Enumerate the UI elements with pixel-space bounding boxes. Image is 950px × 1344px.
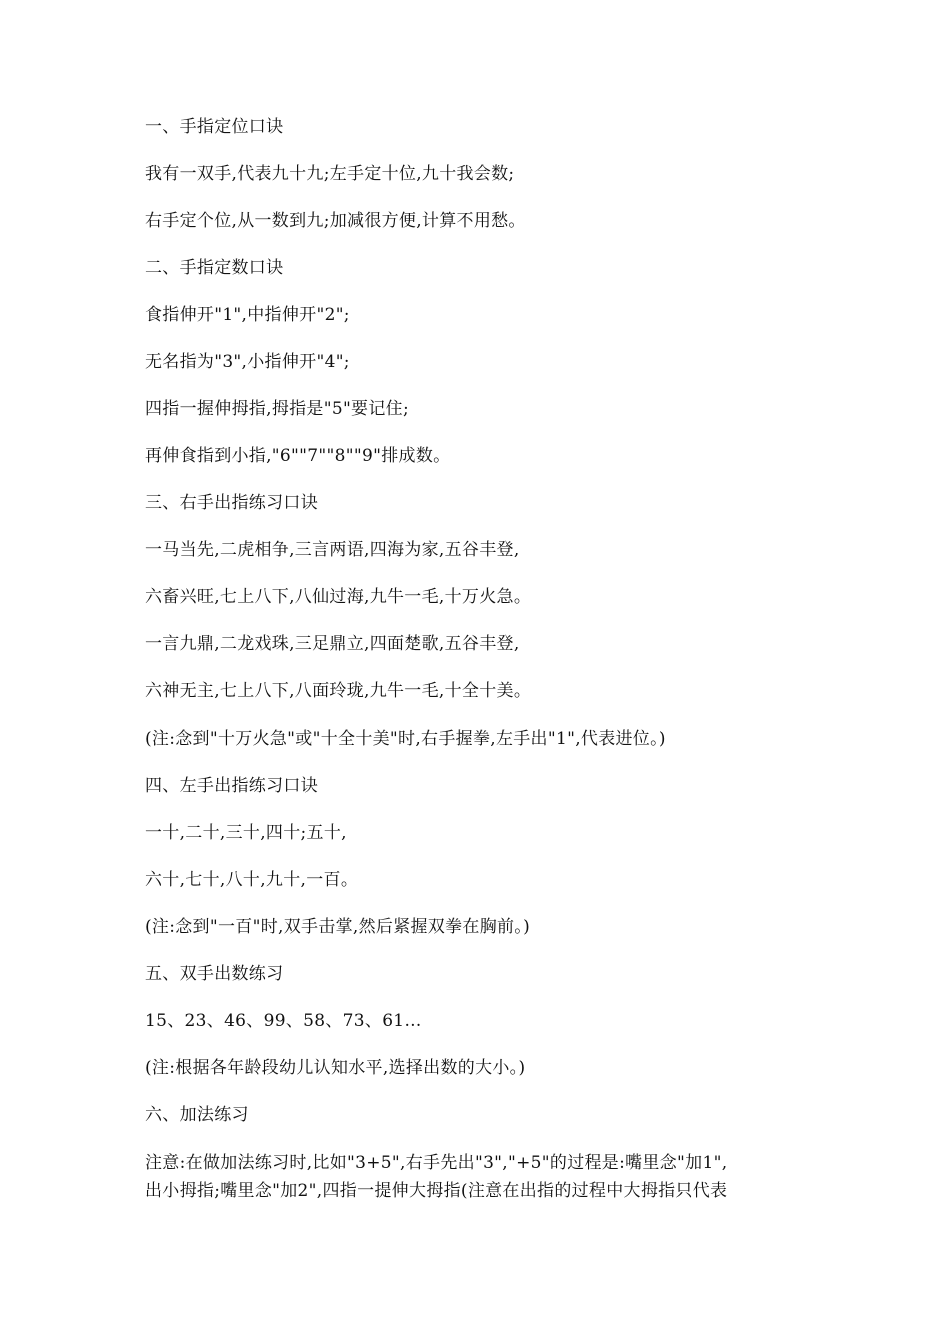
paragraph-line: 六神无主,七上八下,八面玲珑,九牛一毛,十全十美。 [145, 681, 532, 701]
note-line: (注:念到"一百"时,双手击掌,然后紧握双拳在胸前。) [145, 917, 531, 937]
heading-finger-number-rhyme: 二、手指定数口诀 [145, 258, 284, 278]
paragraph-line: 四指一握伸拇指,拇指是"5"要记住; [145, 399, 409, 419]
paragraph-line: 出小拇指;嘴里念"加2",四指一提伸大拇指(注意在出指的过程中大拇指只代表 [145, 1181, 728, 1201]
paragraph-line: 右手定个位,从一数到九;加减很方便,计算不用愁。 [145, 211, 526, 231]
paragraph-line: 我有一双手,代表九十九;左手定十位,九十我会数; [145, 164, 515, 184]
heading-addition-practice: 六、加法练习 [145, 1105, 249, 1125]
note-line: (注:念到"十万火急"或"十全十美"时,右手握拳,左手出"1",代表进位。) [145, 729, 666, 749]
paragraph-line: 一马当先,二虎相争,三言两语,四海为家,五谷丰登, [145, 540, 520, 560]
paragraph-line: 无名指为"3",小指伸开"4"; [145, 352, 350, 372]
paragraph-line: 一言九鼎,二龙戏珠,三足鼎立,四面楚歌,五谷丰登, [145, 634, 520, 654]
paragraph-line: 一十,二十,三十,四十;五十, [145, 823, 347, 843]
heading-left-hand-practice: 四、左手出指练习口诀 [145, 776, 318, 796]
paragraph-line: 注意:在做加法练习时,比如"3+5",右手先出"3","+5"的过程是:嘴里念"加1", [145, 1153, 728, 1173]
paragraph-line: 15、23、46、99、58、73、61… [145, 1011, 422, 1031]
heading-finger-position-rhyme: 一、手指定位口诀 [145, 117, 284, 137]
heading-right-hand-practice: 三、右手出指练习口诀 [145, 493, 318, 513]
paragraph-line: 食指伸开"1",中指伸开"2"; [145, 305, 350, 325]
note-line: (注:根据各年龄段幼儿认知水平,选择出数的大小。) [145, 1058, 526, 1078]
paragraph-line: 六十,七十,八十,九十,一百。 [145, 870, 359, 890]
paragraph-line: 六畜兴旺,七上八下,八仙过海,九牛一毛,十万火急。 [145, 587, 532, 607]
heading-two-hand-practice: 五、双手出数练习 [145, 964, 284, 984]
paragraph-line: 再伸食指到小指,"6""7""8""9"排成数。 [145, 446, 451, 466]
